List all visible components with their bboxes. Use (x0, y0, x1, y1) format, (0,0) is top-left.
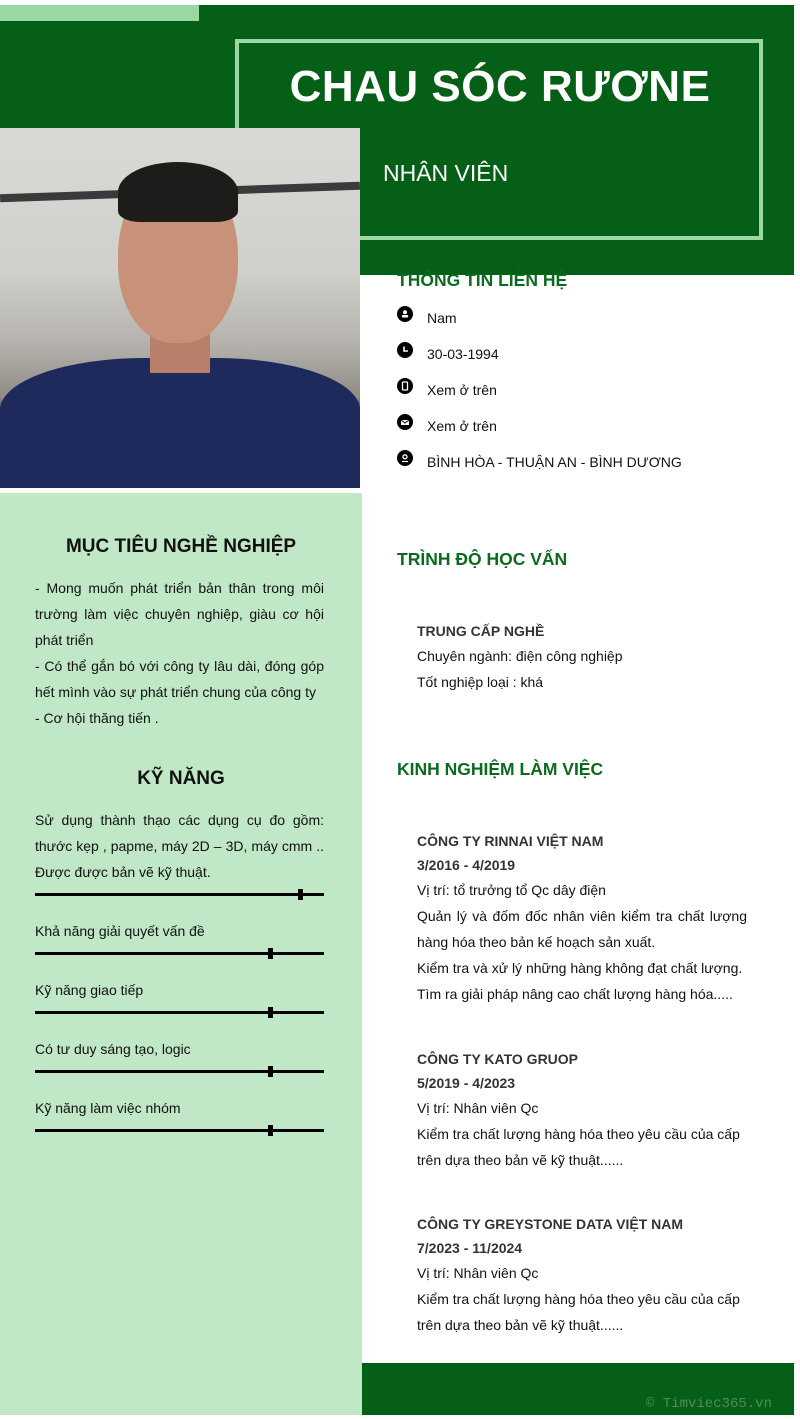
skill-level-marker (268, 948, 273, 959)
job-title: NHÂN VIÊN (383, 160, 509, 186)
work-detail: Quản lý và đốm đốc nhân viên kiểm tra chất lượng hàng hóa theo bản kế hoạch sản xuất. (417, 908, 747, 950)
contact-value: Nam (427, 310, 457, 326)
experience-entry (417, 1047, 747, 1173)
skill-label: Kỹ năng làm việc nhóm (35, 1100, 181, 1116)
work-position: Vị trí: Nhân viên Qc (417, 1100, 539, 1116)
company-name: CÔNG TY GREYSTONE DATA VIỆT NAM (417, 1216, 684, 1232)
skill-level-bar (35, 952, 324, 955)
location-icon (397, 450, 413, 466)
school-name: TRUNG CẤP NGHỀ (417, 623, 545, 639)
skill-label: Kỹ năng giao tiếp (35, 982, 144, 998)
company-name: CÔNG TY RINNAI VIỆT NAM (417, 833, 604, 849)
skill-item (35, 807, 324, 896)
contact-value: Xem ở trên (427, 418, 497, 434)
skills-title: KỸ NĂNG (137, 768, 225, 789)
email-icon (397, 414, 413, 430)
company-name: CÔNG TY KATO GRUOP (417, 1051, 579, 1067)
objective-line: - Có thể gắn bó với công ty lâu dài, đóng góp hết mình vào sự phát triển chung của công ty (35, 658, 324, 700)
contact-value: BÌNH HÒA - THUẬN AN - BÌNH DƯƠNG (427, 454, 682, 470)
contact-value: Xem ở trên (427, 382, 497, 398)
work-detail: Kiểm tra chất lượng hàng hóa theo yêu cầu của cấp trên dựa theo bản vẽ kỹ thuật...... (417, 1126, 740, 1168)
watermark: © Timviec365.vn (645, 1396, 772, 1412)
skill-level-marker (268, 1066, 273, 1077)
skill-level-bar (35, 1129, 324, 1132)
user-icon (397, 306, 413, 322)
work-position: Vị trí: tổ trưởng tổ Qc dây điện (417, 882, 606, 898)
objective-line: - Mong muốn phát triển bản thân trong môi trường làm việc chuyên nghiệp, giàu cơ hội phát triển (35, 580, 324, 648)
work-detail: Kiểm tra chất lượng hàng hóa theo yêu cầu của cấp trên dựa theo bản vẽ kỹ thuật...... (417, 1291, 740, 1333)
profile-photo (0, 128, 360, 488)
skill-level-bar (35, 893, 324, 896)
work-period: 3/2016 - 4/2019 (417, 857, 516, 873)
skill-item (35, 1095, 324, 1132)
education-detail: Tốt nghiệp loại : khá (417, 674, 544, 690)
skill-level-marker (268, 1007, 273, 1018)
clock-icon (397, 342, 413, 358)
skill-item (35, 1036, 324, 1073)
skill-label: Sử dụng thành thạo các dụng cụ đo gồm: thước kẹp , papme, máy 2D – 3D, máy cmm .. Được được bản vẽ kỹ thuật. (35, 812, 324, 880)
skill-level-bar (35, 1011, 324, 1014)
education-entry (417, 619, 747, 695)
skill-level-marker (268, 1125, 273, 1136)
contact-value: 30-03-1994 (427, 346, 499, 362)
skill-level-bar (35, 1070, 324, 1073)
objective-line: - Cơ hội thăng tiến . (35, 710, 159, 726)
education-title: TRÌNH ĐỘ HỌC VẤN (397, 549, 568, 569)
contact-title: THÔNG TIN LIÊN HỆ (397, 270, 568, 290)
experience-entry (417, 829, 747, 1007)
contact-email (397, 416, 497, 436)
skill-item (35, 918, 324, 955)
contact-address (397, 452, 682, 472)
skill-label: Khả năng giải quyết vấn đề (35, 923, 205, 939)
photo-hair (118, 162, 238, 222)
objective-text (35, 575, 324, 731)
work-period: 5/2019 - 4/2023 (417, 1075, 516, 1091)
skill-level-marker (298, 889, 303, 900)
work-detail: Tìm ra giải pháp nâng cao chất lượng hàng hóa..... (417, 986, 733, 1002)
skill-item (35, 977, 324, 1014)
work-position: Vị trí: Nhân viên Qc (417, 1265, 539, 1281)
work-detail: Kiểm tra và xử lý những hàng không đạt chất lượng. (417, 960, 743, 976)
education-detail: Chuyên ngành: điện công nghiệp (417, 648, 623, 664)
objective-title: MỤC TIÊU NGHỀ NGHIỆP (65, 536, 297, 557)
work-period: 7/2023 - 11/2024 (417, 1240, 523, 1256)
top-accent-bar (0, 5, 199, 21)
contact-gender (397, 308, 457, 328)
experience-title: KINH NGHIỆM LÀM VIỆC (397, 759, 604, 779)
contact-birthday (397, 344, 499, 364)
candidate-name: CHAU SÓC RƯƠNE (289, 62, 711, 111)
phone-icon (397, 378, 413, 394)
footer-bar (362, 1363, 794, 1415)
experience-entry (417, 1212, 747, 1338)
photo-shirt (0, 358, 360, 488)
contact-phone (397, 380, 497, 400)
skill-label: Có tư duy sáng tạo, logic (35, 1041, 191, 1057)
